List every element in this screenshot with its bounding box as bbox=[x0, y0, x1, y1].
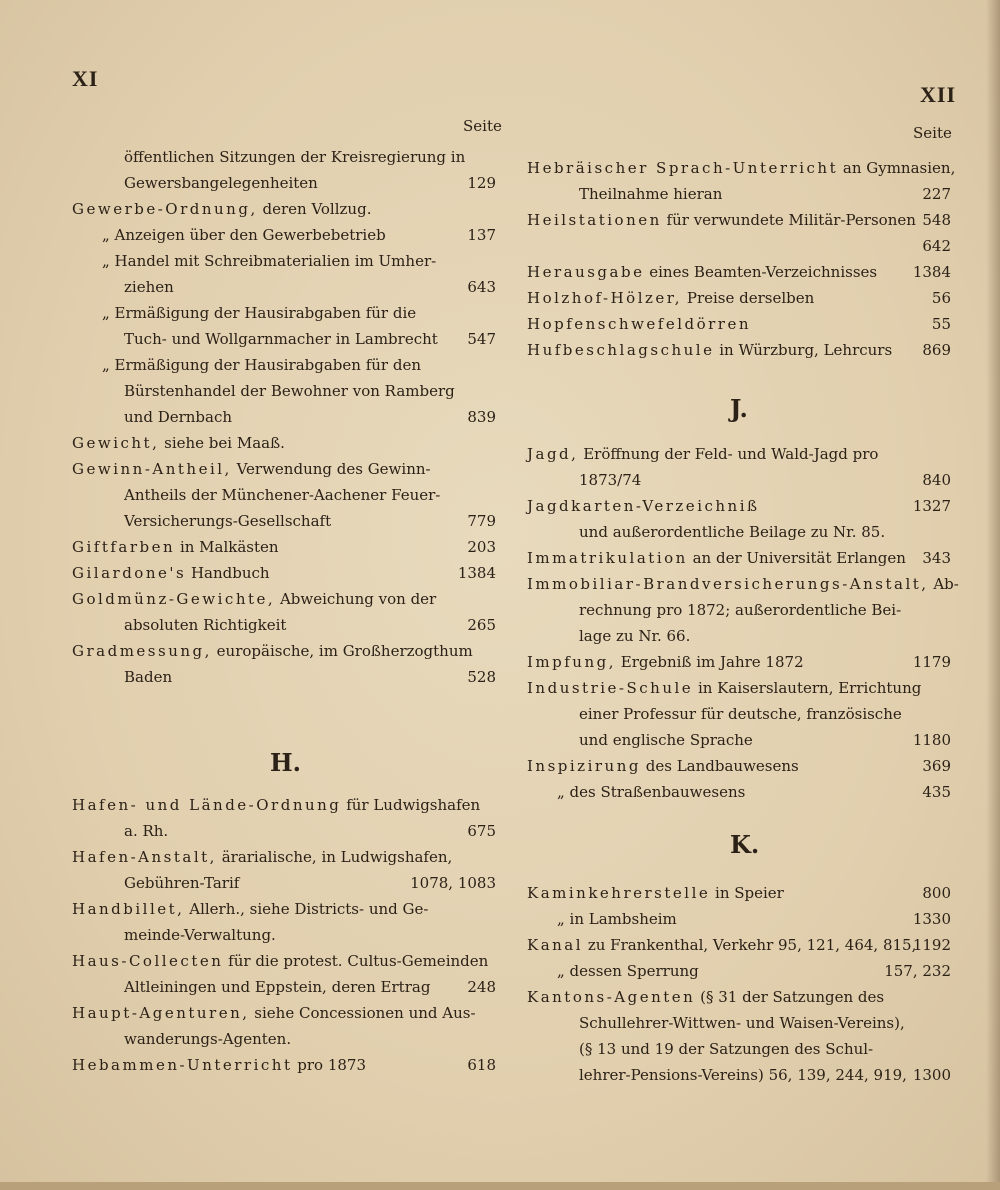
entry-keyword: Hebammen-Unterricht bbox=[72, 1056, 293, 1074]
entry-description: Ergebniß im Jahre 1872 bbox=[616, 653, 804, 671]
entry-keyword: Impfung, bbox=[527, 653, 616, 671]
index-entry-line bbox=[527, 285, 951, 311]
entry-description: Verwendung des Gewinn- bbox=[231, 460, 431, 478]
entry-page-number: 435 bbox=[922, 783, 951, 801]
entry-text bbox=[527, 649, 804, 675]
entry-keyword: Goldmünz-Gewichte, bbox=[72, 590, 276, 608]
entry-page-number: 1330 bbox=[912, 910, 951, 928]
entry-text bbox=[527, 337, 892, 363]
entry-page-number: 547 bbox=[467, 330, 496, 348]
entry-text bbox=[124, 974, 430, 1000]
entry-description: Baden bbox=[124, 668, 173, 686]
index-entry-line bbox=[72, 482, 496, 508]
entry-page-number: 1179 bbox=[912, 653, 951, 671]
entry-keyword: Hopfenschwefeldörren bbox=[527, 315, 752, 333]
entry-description: Bürstenhandel der Bewohner von Ramberg bbox=[124, 382, 455, 400]
entry-description: „ Ermäßigung der Hausirabgaben für die bbox=[102, 304, 417, 322]
entry-description: ärarialische, in Ludwigshafen, bbox=[216, 848, 453, 866]
entry-text bbox=[579, 1062, 907, 1088]
entry-page-number: 1384 bbox=[912, 263, 951, 281]
entry-description: siehe bei Maaß. bbox=[159, 434, 285, 452]
entry-description: rechnung pro 1872; außerordentliche Bei- bbox=[579, 601, 902, 619]
index-entry-line bbox=[72, 612, 496, 638]
entry-description: (§ 31 der Satzungen des bbox=[695, 988, 885, 1006]
index-entry-line bbox=[527, 493, 951, 519]
entry-keyword: Haupt-Agenturen, bbox=[72, 1004, 250, 1022]
entry-text bbox=[527, 285, 814, 311]
entry-description: „ Handel mit Schreibmaterialien im Umher- bbox=[102, 252, 437, 270]
entry-text bbox=[527, 932, 916, 958]
page-bottom-edge bbox=[0, 1182, 1000, 1190]
entry-description: in Würzburg, Lehrcurs bbox=[714, 341, 893, 359]
entry-page-number: 643 bbox=[467, 278, 496, 296]
entry-page-number: 343 bbox=[922, 549, 951, 567]
entry-text bbox=[579, 597, 901, 623]
index-entry-line bbox=[527, 519, 951, 545]
entry-description: Altleiningen und Eppstein, deren Ertrag bbox=[124, 978, 431, 996]
entry-text bbox=[72, 948, 488, 974]
index-entry-line bbox=[527, 571, 959, 597]
entry-description: europäische, im Großherzogthum bbox=[211, 642, 473, 660]
entry-page-number: 55 bbox=[931, 315, 951, 333]
index-entry-line bbox=[527, 649, 951, 675]
index-entry-line bbox=[72, 456, 496, 482]
entry-text bbox=[527, 311, 751, 337]
entry-keyword: Kaminkehrerstelle bbox=[527, 884, 711, 902]
section-header-h: H. bbox=[270, 748, 302, 777]
entry-text bbox=[527, 259, 877, 285]
index-entry-line bbox=[72, 844, 496, 870]
index-entry-line bbox=[72, 1026, 496, 1052]
index-entry-line bbox=[527, 932, 951, 958]
index-entry-line bbox=[72, 170, 496, 196]
entry-description: Eröffnung der Feld- und Wald-Jagd pro bbox=[578, 445, 879, 463]
right-page-number: XII bbox=[920, 82, 957, 107]
index-entry-line bbox=[527, 1062, 951, 1088]
entry-description: „ Ermäßigung der Hausirabgaben für den bbox=[102, 356, 421, 374]
entry-description: meinde-Verwaltung. bbox=[124, 926, 276, 944]
entry-keyword: Kantons-Agenten bbox=[527, 988, 696, 1006]
entry-keyword: Kanal bbox=[527, 936, 584, 954]
entry-description: an der Universität Erlangen bbox=[687, 549, 906, 567]
entry-keyword: Hufbeschlagschule bbox=[527, 341, 715, 359]
index-entry-line bbox=[527, 880, 951, 906]
entry-keyword: Industrie-Schule bbox=[527, 679, 694, 697]
entry-description: Ab- bbox=[928, 575, 959, 593]
entry-keyword: Giftfarben bbox=[72, 538, 176, 556]
entry-description: absoluten Richtigkeit bbox=[124, 616, 287, 634]
index-entry-line bbox=[72, 144, 496, 170]
entry-text bbox=[124, 274, 174, 300]
entry-text bbox=[72, 792, 480, 818]
entry-text bbox=[72, 430, 285, 456]
entry-keyword: Gradmessung, bbox=[72, 642, 212, 660]
index-entry-line bbox=[72, 326, 496, 352]
entry-text bbox=[102, 352, 421, 378]
entry-keyword: Handbillet, bbox=[72, 900, 185, 918]
index-entry-line bbox=[527, 337, 951, 363]
index-entry-line bbox=[527, 753, 951, 779]
section-header-k: K. bbox=[730, 830, 760, 859]
entry-keyword: Haus-Collecten bbox=[72, 952, 224, 970]
index-entry-line bbox=[72, 818, 496, 844]
index-entry-line bbox=[72, 404, 496, 430]
index-entry-line bbox=[72, 586, 496, 612]
entry-page-number: 265 bbox=[467, 616, 496, 634]
entry-text bbox=[124, 922, 276, 948]
index-entry-line bbox=[72, 378, 496, 404]
entry-text bbox=[102, 248, 436, 274]
entry-description: des Landbauwesens bbox=[640, 757, 799, 775]
entry-description: „ Anzeigen über den Gewerbebetrieb bbox=[102, 226, 386, 244]
index-entry-line bbox=[527, 545, 951, 571]
entry-text bbox=[579, 1036, 873, 1062]
entry-description: an Gymnasien, bbox=[838, 159, 956, 177]
entry-text bbox=[579, 623, 690, 649]
entry-page-number: 56 bbox=[931, 289, 951, 307]
entry-page-number: 369 bbox=[922, 757, 951, 775]
index-entry-line bbox=[72, 248, 496, 274]
entry-page-number: 1384 bbox=[457, 564, 496, 582]
entry-description: Theilnahme hieran bbox=[579, 185, 723, 203]
index-entry-line bbox=[527, 441, 951, 467]
index-entry-line bbox=[72, 560, 496, 586]
entry-description: pro 1873 bbox=[292, 1056, 367, 1074]
entry-page-number: 779 bbox=[467, 512, 496, 530]
entry-page-number: 528 bbox=[467, 668, 496, 686]
index-entry-line bbox=[72, 638, 496, 664]
entry-keyword: Hafen-Anstalt, bbox=[72, 848, 217, 866]
entry-text bbox=[579, 181, 722, 207]
entry-description: Gewersbangelegenheiten bbox=[124, 174, 318, 192]
entry-page-number: 1327 bbox=[912, 497, 951, 515]
entry-text bbox=[527, 155, 955, 181]
index-entry-line bbox=[72, 792, 496, 818]
entry-description: 1873/74 bbox=[579, 471, 642, 489]
index-entry-line bbox=[72, 922, 496, 948]
entry-description: und Dernbach bbox=[124, 408, 233, 426]
entry-description: „ dessen Sperrung bbox=[557, 962, 699, 980]
entry-text bbox=[124, 170, 318, 196]
entry-description: (§ 13 und 19 der Satzungen des Schul- bbox=[579, 1040, 874, 1058]
entry-text bbox=[72, 196, 371, 222]
entry-description: Schullehrer-Wittwen- und Waisen-Vereins), bbox=[579, 1014, 905, 1032]
entry-description: in Speier bbox=[710, 884, 784, 902]
entry-description: „ des Straßenbauwesens bbox=[557, 783, 746, 801]
index-entry-line bbox=[72, 974, 496, 1000]
right-index-k bbox=[527, 880, 951, 1088]
index-entry-line bbox=[72, 664, 496, 690]
index-entry-line bbox=[72, 352, 496, 378]
entry-keyword: Hafen- und Lände-Ordnung bbox=[72, 796, 342, 814]
index-entry-line bbox=[72, 948, 496, 974]
index-entry-line bbox=[72, 300, 496, 326]
entry-text bbox=[527, 571, 959, 597]
right-index-j bbox=[527, 441, 959, 805]
entry-description: eines Beamten-Verzeichnisses bbox=[644, 263, 878, 281]
entry-page-number: 1078, 1083 bbox=[410, 874, 496, 892]
right-seite-label: Seite bbox=[913, 124, 952, 142]
entry-text bbox=[124, 1026, 291, 1052]
entry-text bbox=[527, 493, 760, 519]
index-entry-line bbox=[527, 984, 951, 1010]
entry-text bbox=[579, 727, 753, 753]
left-page-number: XI bbox=[72, 66, 99, 91]
entry-keyword: Gewinn-Antheil, bbox=[72, 460, 232, 478]
entry-description: für verwundete Militär-Personen bbox=[661, 211, 916, 229]
entry-text bbox=[72, 586, 436, 612]
entry-text bbox=[557, 779, 745, 805]
index-entry-line bbox=[527, 675, 951, 701]
entry-text bbox=[579, 1010, 905, 1036]
entry-text bbox=[124, 818, 168, 844]
index-entry-line bbox=[527, 906, 951, 932]
entry-text bbox=[124, 508, 331, 534]
entry-page-number: 675 bbox=[467, 822, 496, 840]
entry-text bbox=[124, 482, 440, 508]
entry-description: Handbuch bbox=[186, 564, 270, 582]
entry-description: Antheils der Münchener-Aachener Feuer- bbox=[124, 486, 441, 504]
index-entry-line bbox=[72, 870, 496, 896]
entry-text bbox=[527, 441, 878, 467]
entry-keyword: Immobiliar-Brandversicherungs-Anstalt, bbox=[527, 575, 929, 593]
index-entry-line bbox=[527, 1010, 951, 1036]
section-header-j: J. bbox=[730, 394, 748, 423]
index-entry-line bbox=[72, 896, 496, 922]
entry-page-number: 869 bbox=[922, 341, 951, 359]
entry-text bbox=[124, 870, 239, 896]
entry-page-number: 1180 bbox=[912, 731, 951, 749]
entry-text bbox=[579, 701, 902, 727]
entry-page-number: 1300 bbox=[912, 1066, 951, 1084]
entry-text bbox=[72, 560, 270, 586]
index-entry-line bbox=[527, 779, 951, 805]
entry-text bbox=[124, 404, 232, 430]
left-index-h bbox=[72, 792, 496, 1078]
entry-page-number: 227 bbox=[922, 185, 951, 203]
entry-text bbox=[72, 534, 279, 560]
index-entry-line bbox=[527, 233, 951, 259]
entry-text bbox=[72, 456, 431, 482]
entry-page-number: 800 bbox=[922, 884, 951, 902]
entry-text bbox=[72, 896, 428, 922]
index-entry-line bbox=[527, 259, 951, 285]
index-entry-line bbox=[527, 597, 951, 623]
entry-keyword: Gewerbe-Ordnung, bbox=[72, 200, 258, 218]
entry-page-number: 642 bbox=[922, 237, 951, 255]
entry-description: „ in Lambsheim bbox=[557, 910, 677, 928]
entry-page-number: 548 bbox=[922, 211, 951, 229]
entry-page-number: 248 bbox=[467, 978, 496, 996]
entry-text bbox=[579, 519, 885, 545]
entry-text bbox=[72, 1052, 366, 1078]
index-entry-line bbox=[527, 311, 951, 337]
index-entry-line bbox=[527, 701, 951, 727]
entry-text bbox=[557, 958, 699, 984]
index-entry-line bbox=[72, 222, 496, 248]
entry-keyword: Gilardone's bbox=[72, 564, 187, 582]
entry-text bbox=[102, 222, 386, 248]
entry-description: Versicherungs-Gesellschaft bbox=[124, 512, 332, 530]
entry-keyword: Inspizirung bbox=[527, 757, 641, 775]
entry-keyword: Heilstationen bbox=[527, 211, 662, 229]
entry-keyword: Gewicht, bbox=[72, 434, 160, 452]
entry-description: zu Frankenthal, Verkehr 95, 121, 464, 815, bbox=[583, 936, 917, 954]
index-entry-line bbox=[72, 196, 496, 222]
entry-description: lehrer-Pensions-Vereins) 56, 139, 244, 919, bbox=[579, 1066, 907, 1084]
entry-text bbox=[124, 144, 465, 170]
entry-description: deren Vollzug. bbox=[257, 200, 372, 218]
entry-page-number: 157, 232 bbox=[884, 962, 951, 980]
entry-text bbox=[527, 984, 884, 1010]
entry-description: für Ludwigshafen bbox=[341, 796, 481, 814]
index-entry-line bbox=[527, 155, 956, 181]
entry-description: Gebühren-Tarif bbox=[124, 874, 240, 892]
entry-text bbox=[124, 378, 455, 404]
entry-keyword: Immatrikulation bbox=[527, 549, 688, 567]
index-entry-line bbox=[72, 534, 496, 560]
entry-text bbox=[579, 467, 641, 493]
entry-page-number: 618 bbox=[467, 1056, 496, 1074]
entry-description: siehe Concessionen und Aus- bbox=[249, 1004, 476, 1022]
index-entry-line bbox=[72, 1000, 496, 1026]
index-entry-line bbox=[527, 623, 951, 649]
entry-description: in Malkästen bbox=[175, 538, 279, 556]
index-entry-line bbox=[527, 958, 951, 984]
right-index-h bbox=[527, 155, 956, 363]
entry-text bbox=[527, 675, 921, 701]
index-entry-line bbox=[527, 181, 951, 207]
index-entry-line bbox=[72, 430, 496, 456]
entry-text bbox=[72, 638, 473, 664]
entry-text bbox=[527, 753, 799, 779]
entry-keyword: Hebräischer Sprach-Unterricht bbox=[527, 159, 839, 177]
index-entry-line bbox=[72, 1052, 496, 1078]
entry-description: a. Rh. bbox=[124, 822, 169, 840]
entry-keyword: Jagdkarten-Verzeichniß bbox=[527, 497, 760, 515]
entry-description: Abweichung von der bbox=[275, 590, 437, 608]
entry-text bbox=[124, 326, 438, 352]
entry-description: und englische Sprache bbox=[579, 731, 753, 749]
entry-description: öffentlichen Sitzungen der Kreisregierung in bbox=[124, 148, 466, 166]
entry-description: in Kaiserslautern, Errichtung bbox=[693, 679, 922, 697]
entry-text bbox=[527, 207, 916, 233]
index-entry-line bbox=[527, 727, 951, 753]
entry-text bbox=[102, 300, 416, 326]
entry-description: Allerh., siehe Districts- und Ge- bbox=[184, 900, 429, 918]
entry-page-number: 839 bbox=[467, 408, 496, 426]
entry-description: für die protest. Cultus-Gemeinden bbox=[223, 952, 489, 970]
entry-page-number: 840 bbox=[922, 471, 951, 489]
entry-description: Tuch- und Wollgarnmacher in Lambrecht bbox=[124, 330, 438, 348]
entry-description: wanderungs-Agenten. bbox=[124, 1030, 292, 1048]
index-entry-line bbox=[72, 274, 496, 300]
entry-text bbox=[124, 612, 286, 638]
left-seite-label: Seite bbox=[463, 117, 502, 135]
entry-keyword: Jagd, bbox=[527, 445, 579, 463]
entry-description: lage zu Nr. 66. bbox=[579, 627, 691, 645]
entry-keyword: Holzhof-Hölzer, bbox=[527, 289, 683, 307]
index-entry-line bbox=[527, 1036, 951, 1062]
entry-keyword: Herausgabe bbox=[527, 263, 645, 281]
entry-text bbox=[527, 545, 906, 571]
entry-description: einer Professur für deutsche, französische bbox=[579, 705, 902, 723]
entry-page-number: 129 bbox=[467, 174, 496, 192]
entry-page-number: 203 bbox=[467, 538, 496, 556]
left-index-g bbox=[72, 144, 496, 690]
entry-text bbox=[72, 844, 452, 870]
page-edge-shadow bbox=[986, 0, 1000, 1190]
entry-description: ziehen bbox=[124, 278, 174, 296]
entry-text bbox=[527, 880, 784, 906]
entry-page-number: 1192 bbox=[912, 936, 951, 954]
index-entry-line bbox=[72, 508, 496, 534]
index-entry-line bbox=[527, 467, 951, 493]
entry-text bbox=[124, 664, 172, 690]
entry-description: Preise derselben bbox=[682, 289, 815, 307]
entry-description: und außerordentliche Beilage zu Nr. 85. bbox=[579, 523, 886, 541]
entry-text bbox=[557, 906, 677, 932]
index-entry-line bbox=[527, 207, 951, 233]
entry-page-number: 137 bbox=[467, 226, 496, 244]
entry-text bbox=[72, 1000, 476, 1026]
